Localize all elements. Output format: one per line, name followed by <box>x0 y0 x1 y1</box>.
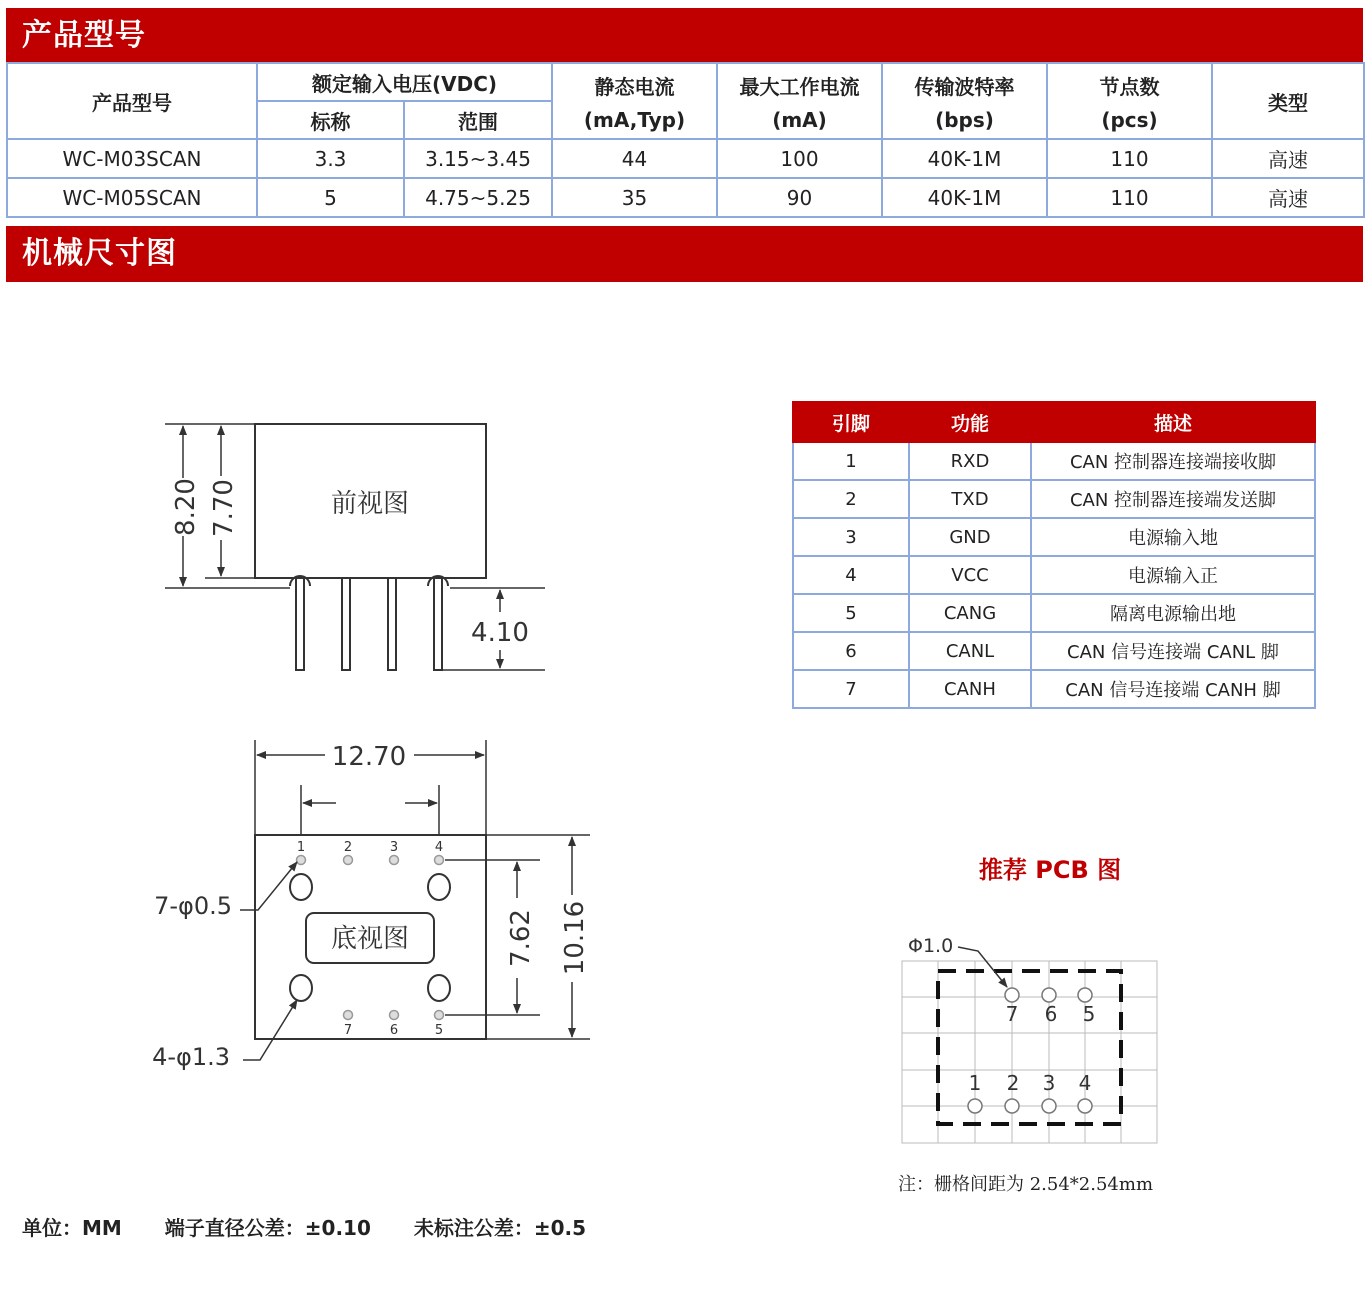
pcb-pin-number: 7 <box>1005 1002 1019 1026</box>
cell-nodes: 110 <box>1047 139 1212 178</box>
pin-lead <box>296 578 304 670</box>
cell-max: 90 <box>717 178 882 217</box>
cell-nominal: 5 <box>257 178 404 217</box>
pin-tolerance-label: 端子直径公差：±0.10 <box>164 1216 371 1240</box>
pin-number: 4 <box>434 840 444 855</box>
cell-function: CANL <box>909 632 1031 670</box>
cell-pin: 2 <box>793 480 909 518</box>
cell-function: RXD <box>909 442 1031 480</box>
cell-description: 电源输入地 <box>1031 518 1315 556</box>
cell-function: CANG <box>909 594 1031 632</box>
header-nominal: 标称 <box>257 101 404 139</box>
dim-body-height: 7.70 <box>209 479 239 537</box>
cell-pin: 6 <box>793 632 909 670</box>
pcb-pin-number: 2 <box>1006 1071 1020 1095</box>
pin-number: 1 <box>296 840 306 855</box>
bottom-view-label: 底视图 <box>330 924 410 954</box>
pin-hole <box>390 1011 399 1020</box>
table-row <box>793 480 1315 518</box>
cell-pin: 5 <box>793 594 909 632</box>
table-row <box>793 632 1315 670</box>
dim-total-height: 8.20 <box>171 478 201 536</box>
bottom-view-drawing <box>240 740 590 1060</box>
header-max-current: 最大工作电流 (mA) <box>717 63 882 139</box>
pin-table <box>792 401 1316 709</box>
table-row <box>793 518 1315 556</box>
header-model: 产品型号 <box>7 63 257 139</box>
hole-large-label: 4-φ1.3 <box>152 1043 230 1071</box>
pin-number: 7 <box>343 1023 353 1038</box>
cell-pin: 7 <box>793 670 909 708</box>
unit-label: 单位：MM <box>22 1216 122 1240</box>
pin-lead <box>342 578 350 670</box>
cell-description: CAN 信号连接端 CANL 脚 <box>1031 632 1315 670</box>
header-static-current: 静态电流 (mA,Typ) <box>552 63 717 139</box>
pcb-pin-number: 4 <box>1078 1071 1092 1095</box>
pin-hole <box>390 856 399 865</box>
cell-pin: 3 <box>793 518 909 556</box>
cell-function: CANH <box>909 670 1031 708</box>
cell-model: WC-M05SCAN <box>7 178 257 217</box>
pin-hole <box>344 1011 353 1020</box>
pin-hole <box>344 856 353 865</box>
cell-nominal: 3.3 <box>257 139 404 178</box>
pin-hole <box>435 856 444 865</box>
pcb-pad <box>1042 1099 1056 1113</box>
cell-static: 35 <box>552 178 717 217</box>
header-range: 范围 <box>404 101 552 139</box>
pcb-pad <box>1078 1099 1092 1113</box>
mount-hole <box>428 874 450 900</box>
table-row <box>793 594 1315 632</box>
cell-type: 高速 <box>1212 139 1364 178</box>
section-banner-product-model: 产品型号 <box>6 8 1363 62</box>
header-nodes: 节点数 (pcs) <box>1047 63 1212 139</box>
pin-number: 5 <box>434 1023 444 1038</box>
units-footer <box>22 1212 622 1241</box>
pcb-pad <box>1078 988 1092 1002</box>
cell-description: 电源输入正 <box>1031 556 1315 594</box>
dim-pin-length: 4.10 <box>471 618 529 648</box>
header-input-voltage: 额定输入电压(VDC) <box>257 63 552 101</box>
pcb-outline <box>938 971 1121 1124</box>
pcb-pin-number: 3 <box>1042 1071 1056 1095</box>
cell-nodes: 110 <box>1047 178 1212 217</box>
pcb-grid <box>902 961 1157 1143</box>
header-baud: 传输波特率 (bps) <box>882 63 1047 139</box>
pcb-pin-number: 1 <box>968 1071 982 1095</box>
header-pin: 引脚 <box>793 402 909 442</box>
cell-function: TXD <box>909 480 1031 518</box>
pcb-pin-number: 5 <box>1082 1002 1096 1026</box>
cell-model: WC-M03SCAN <box>7 139 257 178</box>
pcb-pad <box>1042 988 1056 1002</box>
header-function: 功能 <box>909 402 1031 442</box>
cell-type: 高速 <box>1212 178 1364 217</box>
dim-pin-span: 7.62 <box>506 909 536 967</box>
pcb-pad-label: Φ1.0 <box>908 935 954 957</box>
mount-hole <box>290 975 312 1001</box>
pcb-pad <box>1005 1099 1019 1113</box>
mount-hole <box>290 874 312 900</box>
cell-baud: 40K-1M <box>882 178 1047 217</box>
pin-lead <box>434 578 442 670</box>
dim-width: 12.70 <box>331 742 407 772</box>
cell-static: 44 <box>552 139 717 178</box>
table-row <box>793 556 1315 594</box>
pin-lead <box>388 578 396 670</box>
pcb-title: 推荐 PCB 图 <box>978 856 1122 884</box>
cell-description: CAN 信号连接端 CANH 脚 <box>1031 670 1315 708</box>
header-description: 描述 <box>1031 402 1315 442</box>
pin-hole <box>297 856 306 865</box>
cell-description: CAN 控制器连接端发送脚 <box>1031 480 1315 518</box>
pad-leader <box>958 947 1007 987</box>
cell-pin: 1 <box>793 442 909 480</box>
front-view-label: 前视图 <box>330 489 410 519</box>
pcb-pad <box>968 1099 982 1113</box>
cell-description: CAN 控制器连接端接收脚 <box>1031 442 1315 480</box>
cell-range: 3.15~3.45 <box>404 139 552 178</box>
cell-description: 隔离电源输出地 <box>1031 594 1315 632</box>
table-row <box>793 442 1315 480</box>
table-row <box>793 670 1315 708</box>
hole-small-label: 7-φ0.5 <box>154 892 232 920</box>
pin-number: 2 <box>343 840 353 855</box>
header-type: 类型 <box>1212 63 1364 139</box>
pcb-pad <box>1005 988 1019 1002</box>
section-banner-mechanical: 机械尺寸图 <box>6 226 1363 282</box>
pcb-pin-number: 6 <box>1044 1002 1058 1026</box>
cell-function: GND <box>909 518 1031 556</box>
mount-hole <box>428 975 450 1001</box>
pin-hole <box>435 1011 444 1020</box>
pin-number: 6 <box>389 1023 399 1038</box>
cell-range: 4.75~5.25 <box>404 178 552 217</box>
cell-baud: 40K-1M <box>882 139 1047 178</box>
cell-pin: 4 <box>793 556 909 594</box>
pcb-grid-note: 注：栅格间距为 2.54*2.54mm <box>898 1174 1154 1195</box>
cell-max: 100 <box>717 139 882 178</box>
cell-function: VCC <box>909 556 1031 594</box>
pin-number: 3 <box>389 840 399 855</box>
other-tolerance-label: 未标注公差：±0.5 <box>413 1216 587 1240</box>
dim-depth: 10.16 <box>560 900 590 976</box>
